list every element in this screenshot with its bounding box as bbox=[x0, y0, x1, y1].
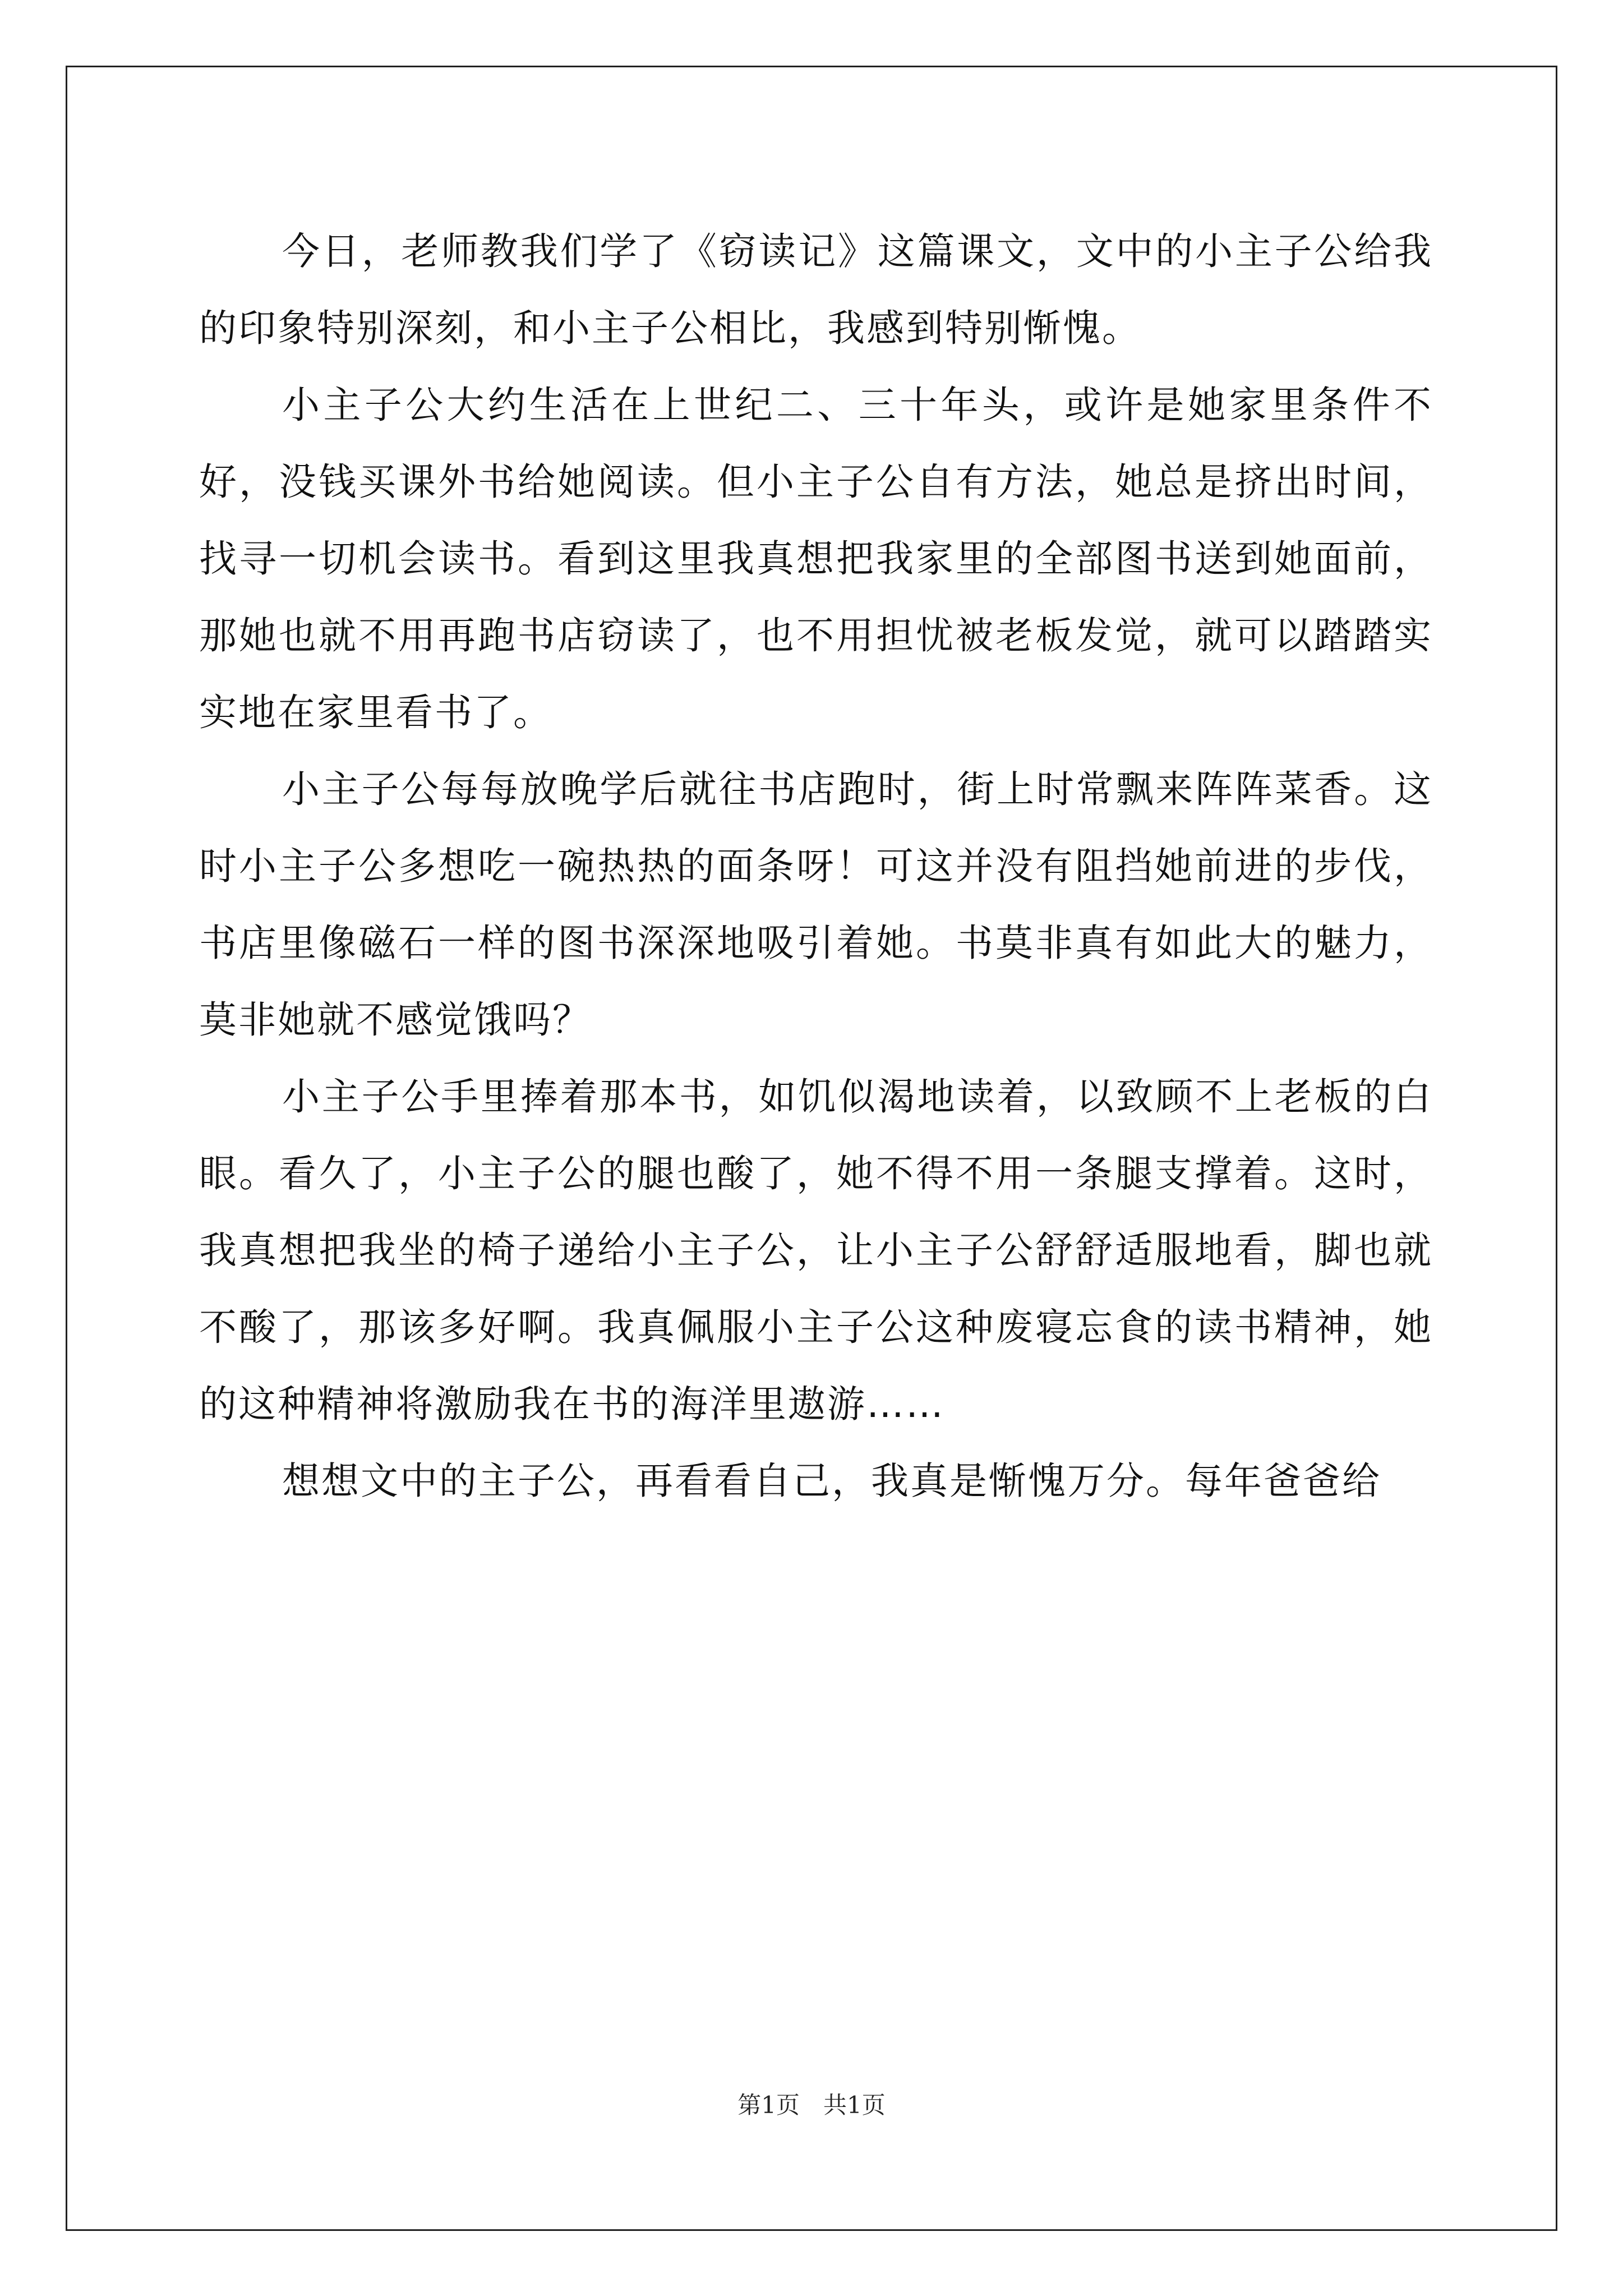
paragraph-4: 小主子公手里捧着那本书，如饥似渴地读着，以致顾不上老板的白眼。看久了，小主子公的腿也酸了，她不得不用一条腿支撑着。这时，我真想把我坐的椅子递给小主子公，让小主子公舒舒适服地看，脚也就不酸了，那该多好啊。我真佩服小主子公这种废寝忘食的读书精神，她的这种精神将激励我在书的海洋里遨游…… bbox=[199, 1075, 1433, 1426]
paragraph-2: 小主子公大约生活在上世纪二、三十年头，或许是她家里条件不好，没钱买课外书给她阅读。但小主子公自有方法，她总是挤出时间，找寻一切机会读书。看到这里我真想把我家里的全部图书送到她面前，那她也就不用再跑书店窃读了，也不用担忧被老板发觉，就可以踏踏实实地在家里看书了。 bbox=[199, 383, 1433, 734]
paragraph-3: 小主子公每每放晚学后就往书店跑时，街上时常飘来阵阵菜香。这时小主子公多想吃一碗热热的面条呀！可这并没有阻挡她前进的步伐，书店里像磁石一样的图书深深地吸引着她。书莫非真有如此大的魅力，莫非她就不感觉饿吗？ bbox=[199, 767, 1433, 1042]
document-body bbox=[199, 213, 1433, 1520]
paragraph-1: 今日，老师教我们学了《窃读记》这篇课文，文中的小主子公给我的印象特别深刻，和小主子公相比，我感到特别惭愧。 bbox=[199, 229, 1433, 350]
page-number-footer: 第1页 共1页 bbox=[737, 2091, 886, 2119]
paragraph-5: 想想文中的主子公，再看看自己，我真是惭愧万分。每年爸爸给 bbox=[282, 1459, 1381, 1503]
